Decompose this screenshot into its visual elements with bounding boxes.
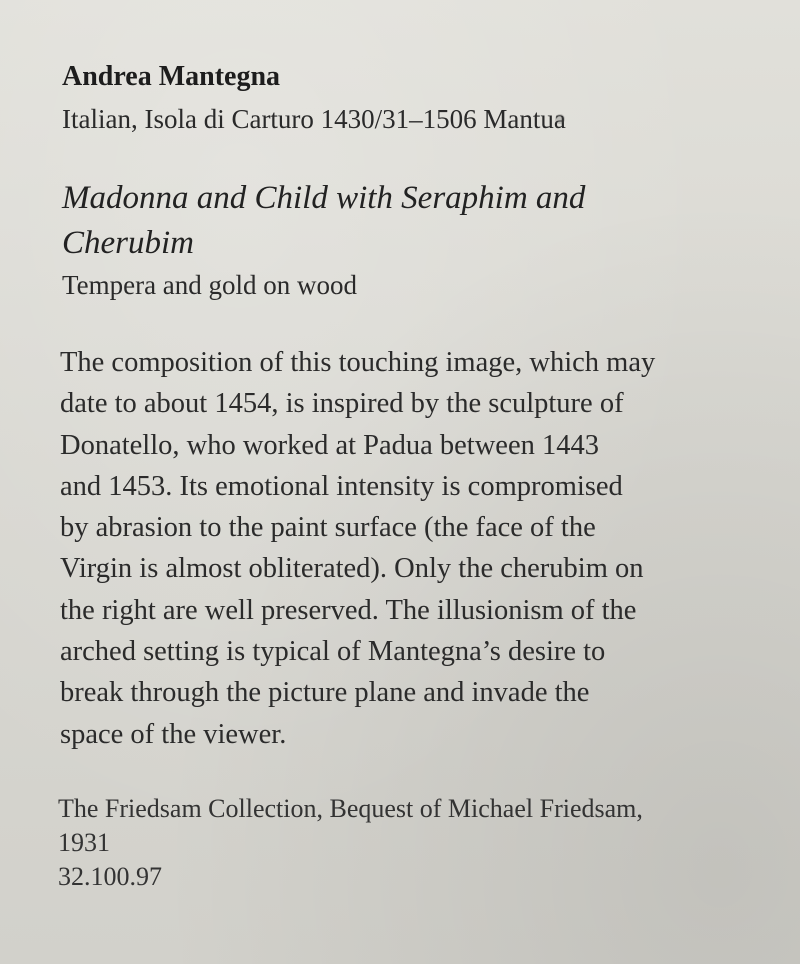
credit-collection: The Friedsam Collection, Bequest of Michael Friedsam, xyxy=(58,794,643,823)
description-line: arched setting is typical of Mantegna’s desire to xyxy=(60,636,606,668)
artwork-medium: Tempera and gold on wood xyxy=(62,270,358,300)
description-paragraph xyxy=(60,342,740,755)
description-line: The composition of this touching image, which may xyxy=(60,347,656,378)
description-line: space of the viewer. xyxy=(60,718,287,750)
description-line: by abrasion to the paint surface (the face of the xyxy=(60,512,596,544)
paper-smudge xyxy=(555,114,565,124)
artwork-title-line: Cherubim xyxy=(62,225,194,261)
credit-line xyxy=(58,792,758,894)
description-line: date to about 1454, is inspired by the sculpture of xyxy=(60,388,624,420)
accession-number: 32.100.97 xyxy=(58,862,162,891)
description-line: and 1453. Its emotional intensity is compromised xyxy=(60,470,623,502)
description-line: Donatello, who worked at Padua between 1443 xyxy=(60,429,599,461)
description-line: Virgin is almost obliterated). Only the cherubim on xyxy=(60,553,644,585)
description-line: the right are well preserved. The illusionism of the xyxy=(60,594,637,626)
artist-name: Andrea Mantegna xyxy=(62,61,281,92)
artwork-title xyxy=(62,176,722,266)
description-line: break through the picture plane and invade the xyxy=(60,677,590,709)
credit-year: 1931 xyxy=(58,828,110,857)
artwork-title-line: Madonna and Child with Seraphim and xyxy=(62,180,586,216)
artist-nationality-dates: Italian, Isola di Carturo 1430/31–1506 Mantua xyxy=(62,104,566,134)
